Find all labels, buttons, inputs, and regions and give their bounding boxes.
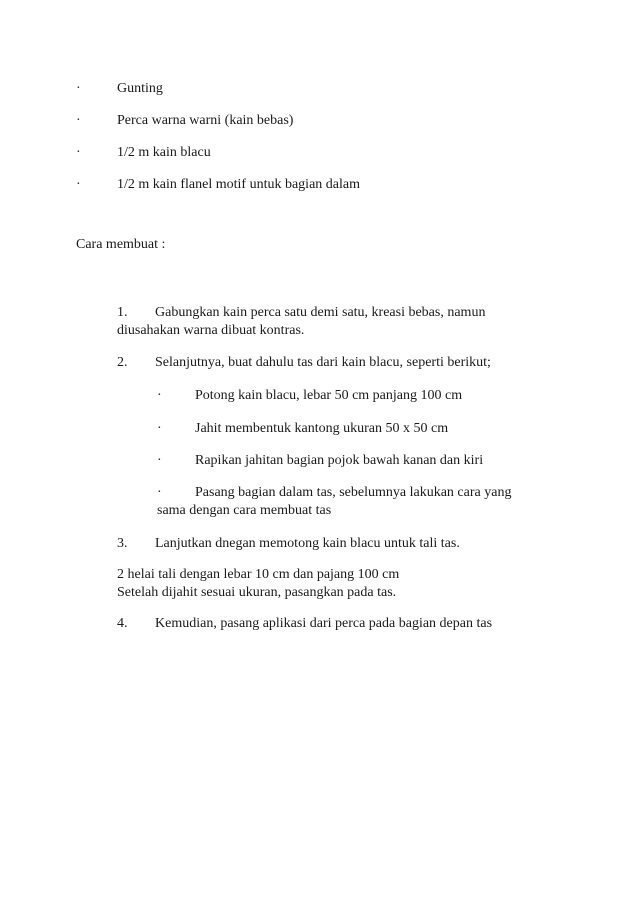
- sub-bullet-dot: ·: [157, 453, 162, 468]
- sub-bullet-dot: ·: [157, 421, 162, 436]
- step-text: Gabungkan kain perca satu demi satu, kreasi bebas, namun: [155, 305, 486, 320]
- bullet-dot: ·: [76, 177, 81, 192]
- step-note: 2 helai tali dengan lebar 10 cm dan pajang 100 cm: [117, 567, 400, 582]
- step-text: Kemudian, pasang aplikasi dari perca pada bagian depan tas: [155, 616, 493, 631]
- sub-item: Pasang bagian dalam tas, sebelumnya lakukan cara yang: [195, 485, 512, 500]
- sub-item: Rapikan jahitan bagian pojok bawah kanan dan kiri: [195, 453, 484, 468]
- step-text: Lanjutkan dnegan memotong kain blacu untuk tali tas.: [155, 536, 460, 551]
- sub-item-continuation: sama dengan cara membuat tas: [157, 503, 332, 518]
- sub-item: Potong kain blacu, lebar 50 cm panjang 100 cm: [195, 388, 463, 403]
- step-number: 1.: [117, 305, 128, 320]
- material-item: Gunting: [117, 81, 163, 96]
- step-note: Setelah dijahit sesuai ukuran, pasangkan pada tas.: [117, 585, 397, 600]
- step-number: 2.: [117, 355, 128, 370]
- material-item: 1/2 m kain blacu: [117, 145, 211, 160]
- bullet-dot: ·: [76, 81, 81, 96]
- sub-bullet-dot: ·: [157, 485, 162, 500]
- material-item: Perca warna warni (kain bebas): [117, 113, 294, 128]
- sub-item: Jahit membentuk kantong ukuran 50 x 50 cm: [195, 421, 449, 436]
- step-text-continuation: diusahakan warna dibuat kontras.: [117, 323, 305, 338]
- step-text: Selanjutnya, buat dahulu tas dari kain blacu, seperti berikut;: [155, 355, 491, 370]
- sub-bullet-dot: ·: [157, 388, 162, 403]
- bullet-dot: ·: [76, 113, 81, 128]
- section-heading: Cara membuat :: [76, 237, 166, 252]
- material-item: 1/2 m kain flanel motif untuk bagian dalam: [117, 177, 360, 192]
- step-number: 4.: [117, 616, 128, 631]
- step-number: 3.: [117, 536, 128, 551]
- bullet-dot: ·: [76, 145, 81, 160]
